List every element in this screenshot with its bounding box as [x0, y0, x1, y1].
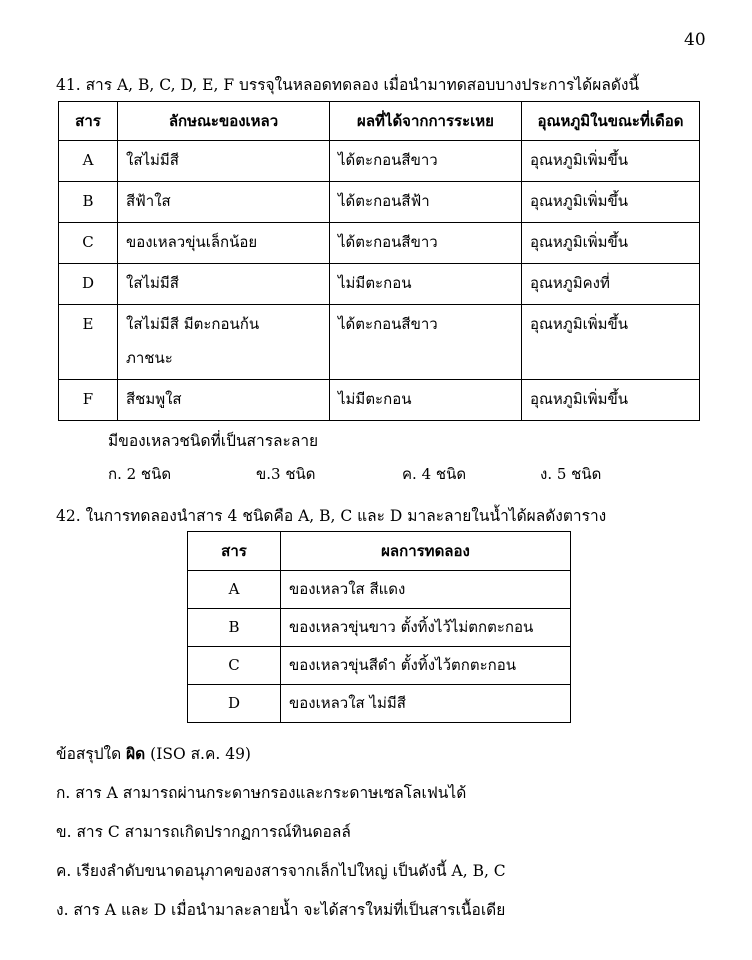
choice-41-c: ค. 4 ชนิด — [402, 465, 467, 483]
choice-42-a: ก. สาร A สามารถผ่านกระดาษกรองและกระดาษเซลโลเฟนได้ — [56, 784, 467, 802]
table-row — [59, 380, 700, 421]
choice-42-c: ค. เรียงลำดับขนาดอนุภาคของสารจากเล็กไปใหญ่ เป็นดังนี้ A, B, C — [56, 862, 506, 880]
cell-temperature: อุณหภูมิเพิ่มขึ้น — [522, 223, 700, 264]
cell-substance: D — [188, 685, 281, 723]
cell-appearance: ใสไม่มีสี — [118, 264, 330, 305]
cell-temperature: อุณหภูมิคงที่ — [522, 264, 700, 305]
cell-substance: E — [59, 305, 118, 380]
header-substance: สาร — [59, 102, 118, 141]
cell-substance: B — [188, 609, 281, 647]
cell-appearance-line1: ใสไม่มีสี มีตะกอนก้น — [126, 315, 260, 333]
cell-appearance: ของเหลวขุ่นเล็กน้อย — [118, 223, 330, 264]
cell-appearance: สีชมพูใส — [118, 380, 330, 421]
question-42-prompt — [56, 741, 251, 766]
choice-41-d: ง. 5 ชนิด — [540, 465, 602, 483]
question-41-prompt: มีของเหลวชนิดที่เป็นสารละลาย — [108, 432, 319, 450]
header-liquid-appearance: ลักษณะของเหลว — [118, 102, 330, 141]
cell-evaporation: ได้ตะกอนสีขาว — [330, 305, 522, 380]
table-row — [188, 647, 571, 685]
cell-appearance-line2: ภาชนะ — [126, 349, 173, 367]
cell-evaporation: ไม่มีตะกอน — [330, 264, 522, 305]
cell-substance: A — [59, 141, 118, 182]
table-row — [188, 685, 571, 723]
choice-42-b: ข. สาร C สามารถเกิดปรากฏการณ์ทินดอลล์ — [56, 823, 351, 841]
question-41-table — [58, 101, 700, 421]
cell-result: ของเหลวขุ่นสีดำ ตั้งทิ้งไว้ตกตะกอน — [281, 647, 571, 685]
cell-result: ของเหลวใส สีแดง — [281, 571, 571, 609]
table-header-row — [188, 532, 571, 571]
cell-appearance: สีฟ้าใส — [118, 182, 330, 223]
choice-41-a: ก. 2 ชนิด — [108, 465, 172, 483]
cell-result: ของเหลวขุ่นขาว ตั้งทิ้งไว้ไม่ตกตะกอน — [281, 609, 571, 647]
prompt-prefix: ข้อสรุปใด — [56, 745, 127, 763]
choice-41-b: ข.3 ชนิด — [256, 465, 316, 483]
prompt-source: (ISO ส.ค. 49) — [145, 745, 251, 763]
choice-42-d: ง. สาร A และ D เมื่อนำมาละลายน้ำ จะได้สารใหม่ที่เป็นสารเนื้อเดีย — [56, 901, 506, 919]
header-evaporation-result: ผลที่ได้จากการระเหย — [330, 102, 522, 141]
table-header-row — [59, 102, 700, 141]
cell-temperature: อุณหภูมิเพิ่มขึ้น — [522, 380, 700, 421]
table-row — [59, 305, 700, 380]
table-row — [59, 182, 700, 223]
cell-substance: C — [59, 223, 118, 264]
cell-evaporation: ได้ตะกอนสีขาว — [330, 223, 522, 264]
header-boiling-temperature: อุณหภูมิในขณะที่เดือด — [522, 102, 700, 141]
cell-appearance: ใสไม่มีสี — [118, 141, 330, 182]
cell-substance: A — [188, 571, 281, 609]
table-row — [59, 223, 700, 264]
cell-substance: B — [59, 182, 118, 223]
header-substance: สาร — [188, 532, 281, 571]
cell-temperature: อุณหภูมิเพิ่มขึ้น — [522, 305, 700, 380]
cell-appearance — [118, 305, 330, 380]
page-number: 40 — [684, 30, 706, 50]
table-row — [59, 141, 700, 182]
cell-evaporation: ได้ตะกอนสีฟ้า — [330, 182, 522, 223]
prompt-emphasis: ผิด — [126, 744, 146, 763]
cell-temperature: อุณหภูมิเพิ่มขึ้น — [522, 182, 700, 223]
cell-substance: C — [188, 647, 281, 685]
question-42-title: 42. ในการทดลองนำสาร 4 ชนิดคือ A, B, C และ D มาละลายในน้ำได้ผลดังตาราง — [56, 507, 607, 525]
cell-substance: D — [59, 264, 118, 305]
cell-result: ของเหลวใส ไม่มีสี — [281, 685, 571, 723]
table-row — [59, 264, 700, 305]
cell-temperature: อุณหภูมิเพิ่มขึ้น — [522, 141, 700, 182]
question-42-table — [187, 531, 571, 723]
cell-substance: F — [59, 380, 118, 421]
cell-evaporation: ไม่มีตะกอน — [330, 380, 522, 421]
cell-evaporation: ได้ตะกอนสีขาว — [330, 141, 522, 182]
table-row — [188, 609, 571, 647]
table-row — [188, 571, 571, 609]
header-result: ผลการทดลอง — [281, 532, 571, 571]
question-41-title: 41. สาร A, B, C, D, E, F บรรจุในหลอดทดลอง เมื่อนำมาทดสอบบางประการได้ผลดังนี้ — [56, 76, 640, 94]
